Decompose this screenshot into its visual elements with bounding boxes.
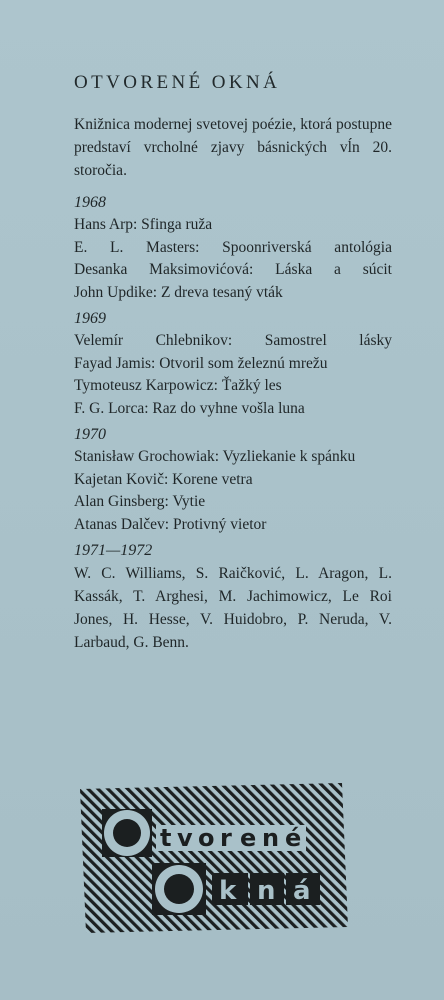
list-item: E. L. Masters: Spoonriverská antológia <box>74 238 392 256</box>
logo-letter: v <box>177 824 193 852</box>
list-item: Velemír Chlebnikov: Samostrel lásky <box>74 332 392 349</box>
year-heading: 1968 <box>74 194 106 211</box>
logo-letter: n <box>257 876 276 906</box>
logo-letter: k <box>219 876 237 906</box>
list-item: Tymoteusz Karpowicz: Ťažký les <box>74 377 282 394</box>
logo-letter: t <box>160 824 172 852</box>
year-heading: 1971—1972 <box>74 542 153 559</box>
logo-letter: o <box>198 824 215 852</box>
list-item: Hans Arp: Sfinga ruža <box>74 216 213 233</box>
year-section-1968 <box>74 192 392 304</box>
authors-paragraph: W. C. Williams, S. Raičković, L. Aragon, L. Kassák, T. Arghesi, M. Jachimowicz, Le Roi Jones, H. Hesse, V. Huidobro, P. Neruda, V. Larbaud, G. Benn. <box>74 565 392 651</box>
logo-letter: r <box>220 824 232 852</box>
year-section-1969 <box>74 308 392 420</box>
hatched-background <box>80 783 348 933</box>
logo-o-mark-1 <box>102 809 152 857</box>
logo-letter: n <box>262 824 280 852</box>
series-title: OTVORENÉ OKNÁ <box>74 72 281 93</box>
logo-letter: é <box>285 824 302 852</box>
list-item: F. G. Lorca: Raz do vyhne vošla luna <box>74 399 305 417</box>
series-logo <box>80 783 348 933</box>
logo-letter: á <box>293 876 311 906</box>
list-item: Stanisław Grochowiak: Vyzliekanie k spánku <box>74 448 356 465</box>
year-heading: 1970 <box>74 426 106 443</box>
logo-letter: e <box>240 824 257 852</box>
publication-list <box>74 188 392 658</box>
logo-o-mark-2 <box>152 863 206 915</box>
list-item: Desanka Maksimovićová: Láska a súcit <box>74 261 392 278</box>
series-description: Knižnica modernej svetovej poézie, ktorá postupne predstaví vrcholné zjavy básnických vĺn 20. storočia. <box>74 116 392 179</box>
list-item: John Updike: Z dreva tesaný vták <box>74 283 283 301</box>
list-item: Kajetan Kovič: Korene vetra <box>74 470 253 488</box>
list-item: Alan Ginsberg: Vytie <box>74 493 206 510</box>
year-section-1971-1972 <box>74 540 392 654</box>
logo-graphic <box>80 783 348 933</box>
year-heading: 1969 <box>74 310 106 327</box>
list-item: Fayad Jamis: Otvoril som železnú mrežu <box>74 354 328 372</box>
list-item: Atanas Dalčev: Protivný vietor <box>74 515 267 533</box>
year-section-1970 <box>74 424 392 536</box>
logo-word-2 <box>212 873 320 906</box>
logo-word-1 <box>156 824 306 852</box>
